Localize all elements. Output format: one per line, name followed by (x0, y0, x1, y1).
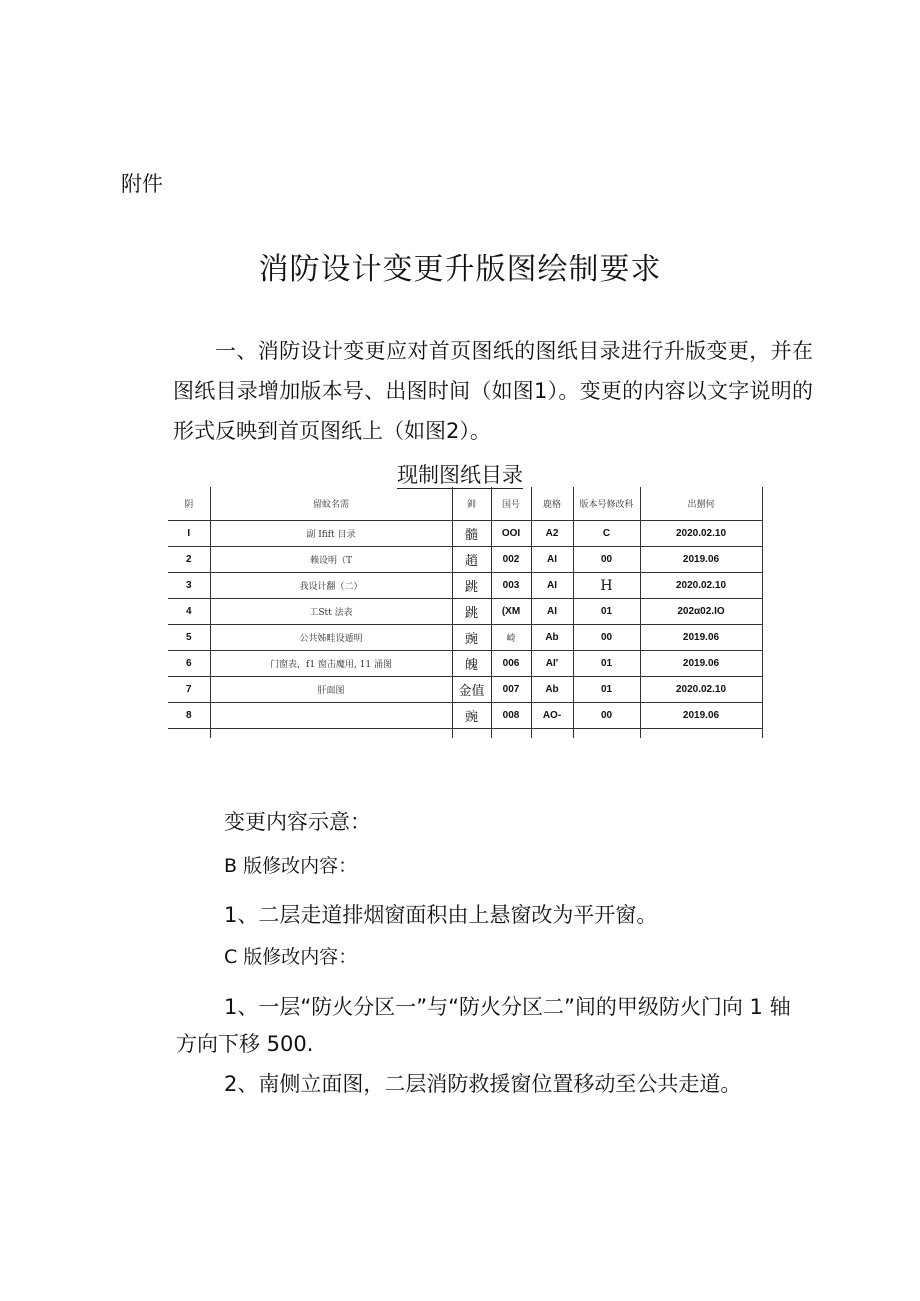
cell-drawing-name: 副 Ifift 目录 (210, 521, 452, 547)
cell-size: AO- (531, 703, 573, 729)
version-c-item-2: 2、南侧立面图，二层消防救援窗位置移动至公共走道。 (224, 1072, 742, 1096)
cell-drawing-name (210, 703, 452, 729)
drawing-directory-table (168, 487, 763, 738)
cell-date: 2020.02.10 (640, 521, 762, 547)
empty-cell (573, 729, 640, 739)
cell-drawing-no: (XM (491, 599, 531, 625)
attachment-label: 附件 (121, 172, 163, 196)
cell-size: Ab (531, 625, 573, 651)
cell-seq: 3 (168, 573, 210, 599)
header-cell: 国号 (491, 487, 531, 521)
cell-drawing-no: OOI (491, 521, 531, 547)
table-tail-row (168, 729, 762, 739)
empty-cell (452, 729, 491, 739)
cell-size: AI (531, 547, 573, 573)
table-row (168, 547, 762, 573)
cell-category: 魄 (452, 651, 491, 677)
cell-seq: 8 (168, 703, 210, 729)
version-c-item-1-line-1: 1、一层“防火分区一”与“防火分区二”间的甲级防火门向 1 轴 (224, 995, 791, 1019)
cell-date: 2019.06 (640, 547, 762, 573)
header-cell: 出捌何 (640, 487, 762, 521)
table-row (168, 599, 762, 625)
cell-size: A2 (531, 521, 573, 547)
table-header-row (168, 487, 762, 521)
header-cell: 鹿格 (531, 487, 573, 521)
cell-drawing-no: 008 (491, 703, 531, 729)
empty-cell (168, 729, 210, 739)
cell-seq: 4 (168, 599, 210, 625)
changes-heading: 变更内容示意： (224, 810, 371, 834)
table-row (168, 521, 762, 547)
cell-version: 00 (573, 547, 640, 573)
table-caption (0, 459, 920, 489)
cell-version: 00 (573, 703, 640, 729)
version-b-item-1: 1、二层走道排烟窗面积由上悬窗改为平开窗。 (224, 903, 658, 927)
cell-drawing-name: 工Stt 法表 (210, 599, 452, 625)
cell-category: 跳 (452, 573, 491, 599)
cell-date: 2019.06 (640, 625, 762, 651)
empty-cell (210, 729, 452, 739)
header-cell: 版本号修改科 (573, 487, 640, 521)
cell-drawing-name: 公共姊畦设遁明 (210, 625, 452, 651)
cell-size: AI (531, 573, 573, 599)
cell-size: AI' (531, 651, 573, 677)
cell-version: 01 (573, 677, 640, 703)
version-c-item-1-line-2: 方向下移 500. (176, 1032, 314, 1056)
header-cell: 釧 (452, 487, 491, 521)
header-cell: 留蚊名需 (210, 487, 452, 521)
table-caption-text: 现制图纸目录 (397, 463, 523, 487)
cell-seq: I (168, 521, 210, 547)
empty-cell (491, 729, 531, 739)
cell-drawing-name: 肝面图 (210, 677, 452, 703)
cell-seq: 7 (168, 677, 210, 703)
table-row (168, 573, 762, 599)
cell-category: 趙 (452, 547, 491, 573)
table-row (168, 651, 762, 677)
cell-drawing-no: 崎 (491, 625, 531, 651)
cell-drawing-no: 006 (491, 651, 531, 677)
cell-date: 2019.06 (640, 703, 762, 729)
table-row (168, 625, 762, 651)
cell-category: 豌 (452, 703, 491, 729)
version-c-label: C 版修改内容： (224, 946, 358, 968)
header-cell: 阴 (168, 487, 210, 521)
empty-cell (531, 729, 573, 739)
cell-version: 00 (573, 625, 640, 651)
cell-drawing-name: 赖设明（T (210, 547, 452, 573)
table-row (168, 703, 762, 729)
cell-date: 202α02.IO (640, 599, 762, 625)
cell-date: 2019.06 (640, 651, 762, 677)
cell-seq: 6 (168, 651, 210, 677)
cell-version: 01 (573, 599, 640, 625)
cell-date: 2020.02.10 (640, 573, 762, 599)
page-title: 消防设计变更升版图绘制要求 (258, 252, 662, 287)
cell-version: 01 (573, 651, 640, 677)
cell-version: H (573, 573, 640, 599)
cell-size: Ab (531, 677, 573, 703)
cell-category: 髓 (452, 521, 491, 547)
intro-paragraph: 一、消防设计变更应对首页图纸的图纸目录进行升版变更，并在图纸目录增加版本号、出图时间（如图1）。变更的内容以文字说明的形式反映到首页图纸上（如图2）。 (173, 339, 813, 443)
cell-size: AI (531, 599, 573, 625)
cell-seq: 2 (168, 547, 210, 573)
cell-drawing-no: 007 (491, 677, 531, 703)
cell-version: C (573, 521, 640, 547)
cell-drawing-no: 002 (491, 547, 531, 573)
cell-drawing-name: 我设计翻（二） (210, 573, 452, 599)
table-row (168, 677, 762, 703)
cell-seq: 5 (168, 625, 210, 651)
version-b-label: B 版修改内容： (224, 855, 358, 877)
cell-category: 豌 (452, 625, 491, 651)
empty-cell (640, 729, 762, 739)
cell-category: 跳 (452, 599, 491, 625)
cell-drawing-name: 门窗表，f1 窗击魔用, 11 涌图 (210, 651, 452, 677)
cell-drawing-no: 003 (491, 573, 531, 599)
cell-date: 2020.02.10 (640, 677, 762, 703)
cell-category: 金值 (452, 677, 491, 703)
